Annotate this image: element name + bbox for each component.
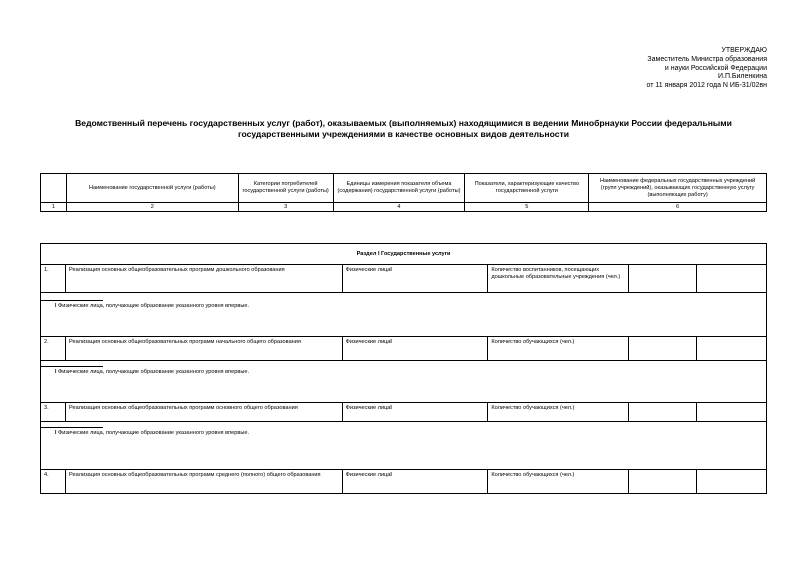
- row-number: 4.: [41, 470, 66, 494]
- approval-position-2: и науки Российской Федерации: [664, 64, 767, 72]
- document-title-line-1: Ведомственный перечень государственных услуг (работ), оказываемых (выполняемых) находящимися в ведении Минобрнауки России федеральными: [75, 118, 732, 128]
- document-title: [40, 118, 767, 140]
- footnote-mark: I: [390, 472, 392, 478]
- section-heading: Раздел I Государственные услуги: [41, 244, 767, 265]
- service-name: Реализация основных общеобразовательных программ начального общего образования: [65, 337, 342, 361]
- quality-indicator: [629, 403, 697, 422]
- footnote-text: I Физические лица, получающие образование указанного уровня впервые.: [55, 303, 250, 309]
- service-name: Реализация основных общеобразовательных программ основного общего образования: [65, 403, 342, 422]
- row-number: 2.: [41, 337, 66, 361]
- footnote-mark: I: [390, 339, 392, 345]
- row-number: 3.: [41, 403, 66, 422]
- footnote-row: [41, 361, 767, 403]
- institution-name: [697, 265, 767, 293]
- footnote-separator: [41, 427, 103, 428]
- approval-date: от 11 января 2012 года N ИБ-31/02вн: [646, 82, 767, 90]
- approval-heading: УТВЕРЖДАЮ: [721, 47, 767, 54]
- footnote-row: [41, 293, 767, 337]
- footnote-mark: I: [55, 303, 57, 309]
- document-title-line-2: государственными учреждениями в качестве основных видов деятельности: [237, 129, 569, 139]
- footnote-text: I Физические лица, получающие образование указанного уровня впервые.: [55, 369, 250, 375]
- column-number-4: 4: [333, 203, 465, 212]
- quality-indicator: [629, 470, 697, 494]
- column-header-6: Наименование федеральных государственных учреждений (групп учреждений), оказывающих государственную услугу (выполняющих работу): [589, 174, 767, 203]
- column-number-5: 5: [465, 203, 589, 212]
- table-row: [41, 403, 767, 422]
- quality-indicator: [629, 337, 697, 361]
- row-number: 1.: [41, 265, 66, 293]
- quality-indicator: [629, 265, 697, 293]
- column-header-5: Показатели, характеризующие качество государственной услуги: [465, 174, 589, 203]
- consumer-category: Физические лицаI: [342, 337, 488, 361]
- column-header-1: [41, 174, 67, 203]
- column-number-1: 1: [41, 203, 67, 212]
- column-number-3: 3: [238, 203, 333, 212]
- header-row: [41, 174, 767, 203]
- footnote-cell: [41, 422, 767, 470]
- column-header-3: Категории потребителей государственной услуги (работы): [238, 174, 333, 203]
- footnote-mark: I: [390, 405, 392, 411]
- consumer-category: Физические лицаI: [342, 265, 488, 293]
- approval-position-1: Заместитель Министра образования: [647, 55, 767, 63]
- table-row: [41, 470, 767, 494]
- footnote-separator: [41, 300, 103, 301]
- section-row: [41, 244, 767, 265]
- table-row: [41, 265, 767, 293]
- volume-unit: Количество обучающихся (чел.): [488, 470, 629, 494]
- footnote-separator: [41, 366, 103, 367]
- table-row: [41, 337, 767, 361]
- column-number-6: 6: [589, 203, 767, 212]
- column-number-row: [41, 203, 767, 212]
- volume-unit: Количество обучающихся (чел.): [488, 337, 629, 361]
- footnote-cell: [41, 293, 767, 337]
- services-table: [40, 243, 767, 494]
- institution-name: [697, 403, 767, 422]
- service-name: Реализация основных общеобразовательных программ среднего (полного) общего образования: [65, 470, 342, 494]
- volume-unit: Количество воспитанников, посещающих дошкольные образовательные учреждения (чел.): [488, 265, 629, 293]
- footnote-text: I Физические лица, получающие образование указанного уровня впервые.: [55, 430, 250, 436]
- column-header-4: Единицы измерения показателя объема (содержания) государственной услуги (работы): [333, 174, 465, 203]
- column-number-2: 2: [66, 203, 238, 212]
- footnote-mark: I: [55, 430, 57, 436]
- service-name: Реализация основных общеобразовательных программ дошкольного образования: [65, 265, 342, 293]
- footnote-row: [41, 422, 767, 470]
- consumer-category: Физические лицаI: [342, 470, 488, 494]
- footnote-mark: I: [55, 369, 57, 375]
- volume-unit: Количество обучающихся (чел.): [488, 403, 629, 422]
- consumer-category: Физические лицаI: [342, 403, 488, 422]
- institution-name: [697, 470, 767, 494]
- approval-signatory: И.П.Биленкина: [717, 73, 767, 81]
- approval-block: [647, 47, 767, 91]
- column-header-2: Наименование государственной услуги (работы): [66, 174, 238, 203]
- header-table: [40, 173, 767, 212]
- footnote-mark: I: [390, 267, 392, 273]
- institution-name: [697, 337, 767, 361]
- footnote-cell: [41, 361, 767, 403]
